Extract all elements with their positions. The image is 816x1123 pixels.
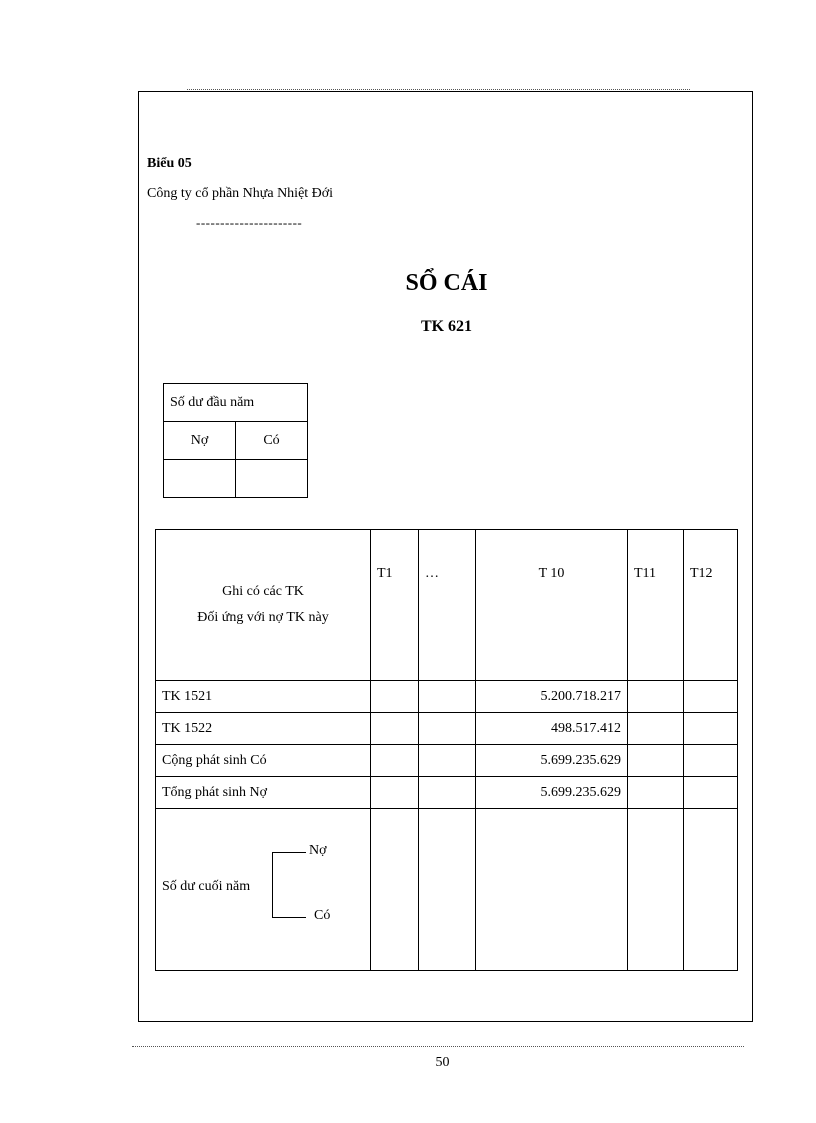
col-header-t12: T12 <box>684 530 738 681</box>
cell-t11 <box>628 681 684 713</box>
cell-t1 <box>371 809 419 971</box>
cell-ellipsis <box>419 809 476 971</box>
desc-header-line1: Ghi có các TK <box>222 584 304 599</box>
cell-t1 <box>371 681 419 713</box>
cell-t10: 5.200.718.217 <box>476 681 628 713</box>
cell-ellipsis <box>419 777 476 809</box>
opening-credit-value <box>236 460 308 498</box>
cell-t1 <box>371 713 419 745</box>
closing-balance-label: Số dư cuối năm <box>162 879 251 894</box>
opening-debit-header: Nợ <box>164 422 236 460</box>
page-title: SỔ CÁI <box>405 270 488 296</box>
col-header-t11: T11 <box>628 530 684 681</box>
row-label: Tổng phát sinh Nợ <box>156 777 371 809</box>
ledger-table <box>155 529 738 971</box>
cell-t11 <box>628 809 684 971</box>
cell-t12 <box>684 713 738 745</box>
cell-ellipsis <box>419 745 476 777</box>
top-dotted-rule <box>187 89 690 90</box>
cell-t12 <box>684 777 738 809</box>
ledger-desc-header <box>156 530 371 681</box>
cell-t11 <box>628 777 684 809</box>
row-label: TK 1522 <box>156 713 371 745</box>
col-header-ellipsis: … <box>419 530 476 681</box>
company-name: Công ty cổ phần Nhựa Nhiệt Đới <box>147 186 334 201</box>
col-header-t10: T 10 <box>476 530 628 681</box>
opening-credit-header: Có <box>236 422 308 460</box>
cell-t10: 498.517.412 <box>476 713 628 745</box>
bracket-line <box>272 852 306 853</box>
cell-t1 <box>371 745 419 777</box>
table-row <box>156 713 738 745</box>
opening-balance-label: Số dư đầu năm <box>164 384 308 422</box>
cell-t10: 5.699.235.629 <box>476 777 628 809</box>
opening-balance-table <box>163 383 308 498</box>
footer-dotted-rule <box>132 1046 744 1047</box>
bracket-line <box>272 917 306 918</box>
cell-ellipsis <box>419 681 476 713</box>
cell-t10: 5.699.235.629 <box>476 745 628 777</box>
row-label: TK 1521 <box>156 681 371 713</box>
page-number: 50 <box>435 1055 450 1070</box>
cell-t12 <box>684 681 738 713</box>
cell-t12 <box>684 745 738 777</box>
table-row <box>156 745 738 777</box>
account-code: TK 621 <box>420 318 473 335</box>
col-header-t1: T1 <box>371 530 419 681</box>
cell-t10 <box>476 809 628 971</box>
cell-t12 <box>684 809 738 971</box>
company-underline: ---------------------- <box>196 215 303 230</box>
cell-t1 <box>371 777 419 809</box>
cell-ellipsis <box>419 713 476 745</box>
closing-debit-label: Nợ <box>309 843 327 858</box>
closing-balance-row <box>156 809 738 971</box>
table-row <box>156 681 738 713</box>
row-label: Cộng phát sinh Có <box>156 745 371 777</box>
cell-t11 <box>628 745 684 777</box>
desc-header-line2: Đối ứng với nợ TK này <box>197 610 329 625</box>
opening-debit-value <box>164 460 236 498</box>
bracket-line <box>272 852 273 917</box>
table-row <box>156 777 738 809</box>
cell-t11 <box>628 713 684 745</box>
closing-credit-label: Có <box>314 908 331 923</box>
form-label: Biểu 05 <box>147 156 192 171</box>
closing-balance-cell <box>156 809 371 971</box>
